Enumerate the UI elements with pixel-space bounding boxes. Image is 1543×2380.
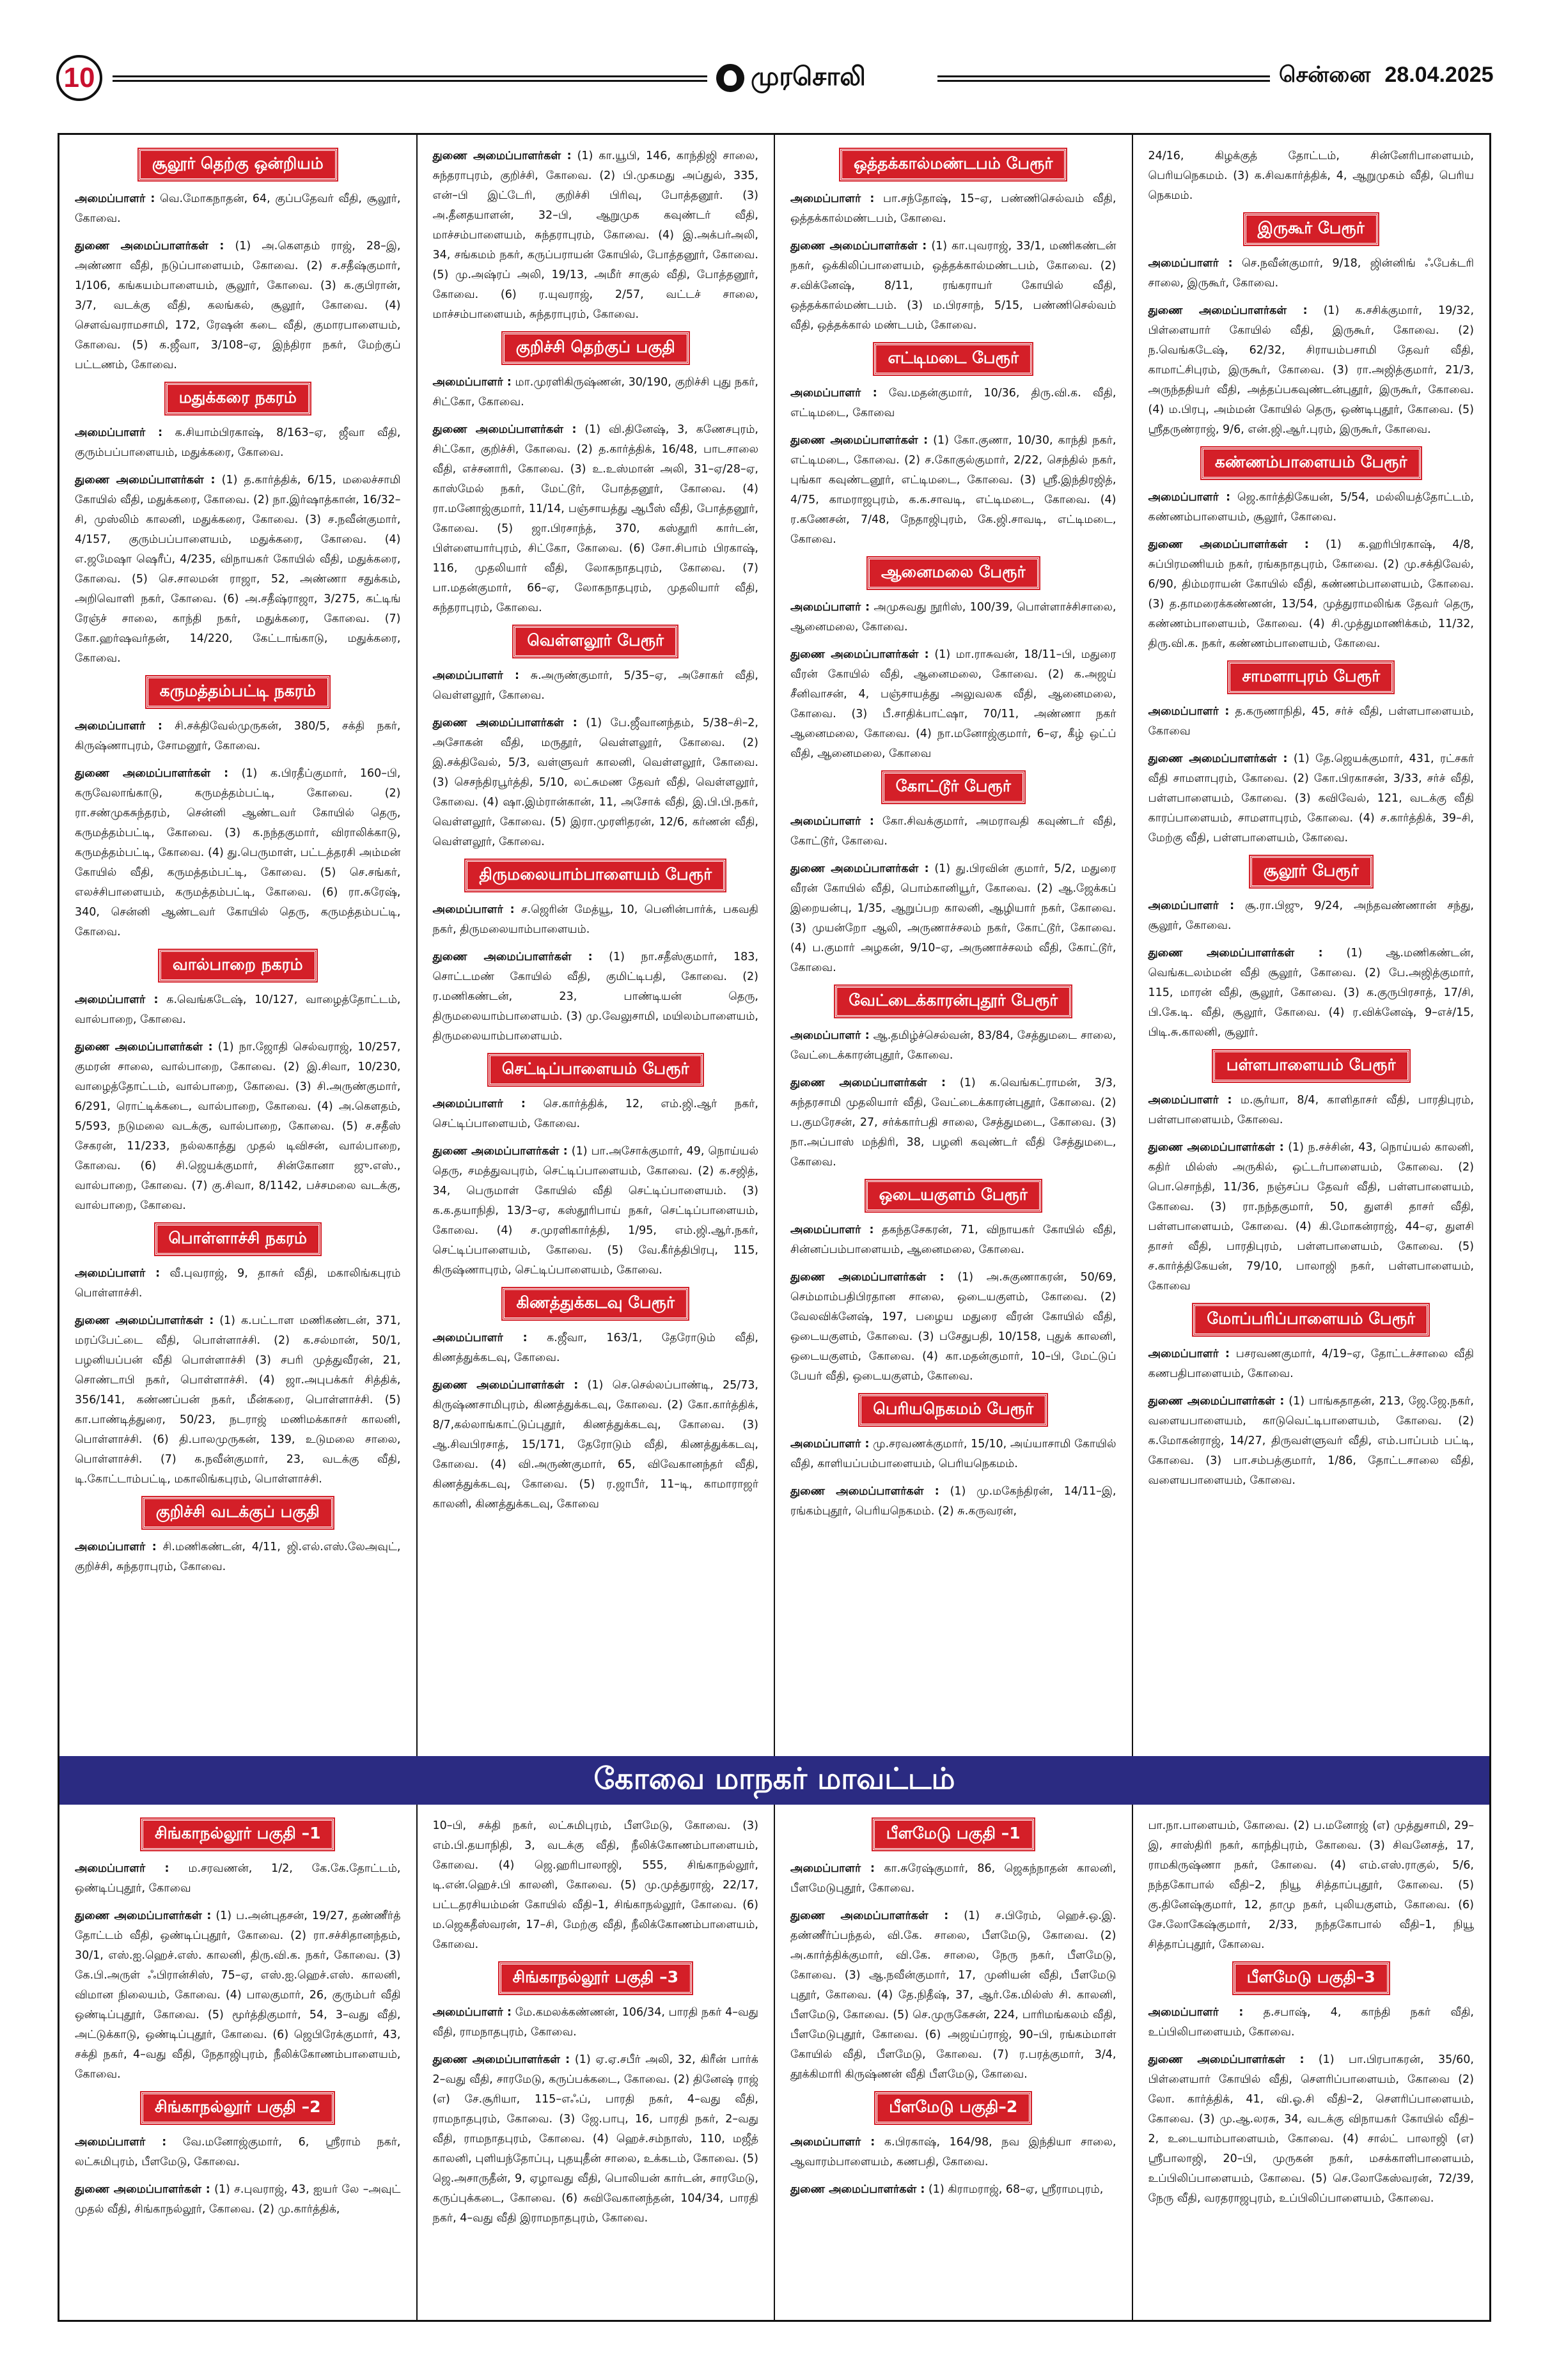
role-label: துணை அமைப்பாளர்கள் :: [432, 951, 593, 963]
role-label: துணை அமைப்பாளர்கள் :: [790, 1485, 939, 1498]
role-label: அமைப்பாளர் :: [75, 720, 162, 733]
co-organizers-entry: [75, 764, 401, 942]
lower-columns: [59, 1805, 1489, 2320]
role-label: துணை அமைப்பாளர்கள் :: [1148, 1141, 1284, 1154]
section-heading: பீளமேடு பகுதி–2: [875, 2092, 1031, 2124]
section-heading: ஒத்தக்கால்மண்டபம் பேரூர்: [840, 149, 1066, 180]
upper-columns: [59, 135, 1489, 1756]
masthead-rule-left: [113, 75, 707, 82]
co-organizers-entry: [1148, 1392, 1475, 1491]
entry-text: செ.கார்த்திக், 12, எம்.ஜி.ஆர் நகர், செட்டிப்பாளையம், கோவை.: [432, 1098, 758, 1130]
role-label: அமைப்பாளர் :: [790, 192, 875, 205]
organizer-entry: [75, 1537, 401, 1577]
entry-text: (1) ஆ.மணிகண்டன், வெங்கடலம்மன் வீதி சூலூர், கோவை. (2) பே.அஜித்குமார், 115, மாரன் வீதி, சூலூர், கோவை. (3) க.குருபிரசாத், 17/சி, பி.கே.டி. வீதி, சூலூர், கோவை. (4) ர.விக்னேஷ், 9–எச்/15, பிடி.சு.காலனி, சூலூர்.: [1148, 947, 1474, 1039]
co-organizers-entry: [790, 1268, 1116, 1387]
co-organizers-entry: [433, 2050, 759, 2228]
organizer-entry: [75, 423, 401, 463]
entry-text: ஜெ.கார்த்திகேயன், 5/54, மல்லியத்தோட்டம், கண்ணம்பாளையம், சூலூர், கோவை.: [1148, 491, 1474, 524]
co-organizers-entry: [790, 645, 1116, 764]
role-label: அமைப்பாளர் :: [75, 1862, 169, 1875]
section-heading: வேட்டைக்காரன்புதூர் பேரூர்: [835, 986, 1071, 1017]
section-heading: சிங்காநல்லூர் பகுதி –2: [141, 2092, 334, 2124]
entry-text: கா.சுரேஷ்குமார், 86, ஜெகந்நாதன் காலனி, பீளமேடுபுதூர், கோவை.: [790, 1862, 1116, 1895]
role-label: அமைப்பாளர் :: [1148, 899, 1235, 912]
role-label: துணை அமைப்பாளர்கள் :: [432, 1145, 568, 1158]
entry-text: (1) பாங்கதாதன், 213, ஜே.ஜே.நகர், வளையபாளையம், காடுவெட்டிபாளையம், கோவை. (2) க.மோகன்ராஜ், 14/27, திருவள்ளுவர் வீதி, எம்.பாப்பம் பட்டி, கோவை. (3) பா.சம்பத்குமார், 1/86, தோட்டசாலை வீதி, வளையபாளையம், கோவை.: [1148, 1395, 1474, 1487]
section-heading: எட்டிமடை பேரூர்: [874, 343, 1032, 375]
role-label: அமைப்பாளர் :: [432, 669, 519, 682]
role-label: அமைப்பாளர் :: [75, 426, 163, 439]
organizer-entry: [75, 2133, 401, 2172]
entry-text: வீ.புவராஜ், 9, தாசுர் வீதி, மகாலிங்கபுரம் பொள்ளாச்சி.: [75, 1267, 401, 1300]
role-label: அமைப்பாளர் :: [432, 376, 512, 389]
role-label: அமைப்பாளர் :: [75, 192, 155, 205]
organizer-entry: [790, 1220, 1116, 1260]
entry-text: (1) ந.சச்சின், 43, நொய்யல் காலனி, கதிர் மில்ஸ் அருகில், ஒட்டர்பாளையம், கோவை. (2) பொ.சொந்தி, 11/36, நஞ்சப்ப தேவர் வீதி, பள்ளபாளையம், கோவை. (3) ரா.நந்தகுமார், 50, துளசி தாசர் வீதி, பள்ளபாளையம், கோவை. (4) கி.மோகன்ராஜ், 44–ஏ, துளசி தாசர் வீதி, பாரதிபுரம், பள்ளபாளையம், கோவை. (5) ச.கார்த்திகேயன், 79/10, பாலாஜி நகர், பள்ளபாளையம், கோவை: [1148, 1141, 1474, 1293]
entry-text: செ.நவீன்குமார், 9/18, ஜின்னிங் ஃபேக்டரி சாலை, இருகூர், கோவை.: [1148, 257, 1474, 290]
organizer-entry: [75, 990, 401, 1030]
organizer-entry: [790, 1026, 1116, 1066]
section-heading: சூலூர் பேரூர்: [1250, 856, 1372, 887]
role-label: அமைப்பாளர் :: [790, 2136, 875, 2149]
role-label: துணை அமைப்பாளர்கள் :: [790, 434, 928, 447]
organizer-entry: [1148, 702, 1475, 742]
organizer-entry: [790, 598, 1116, 637]
co-organizers-entry: [433, 1142, 759, 1280]
role-label: அமைப்பாளர் :: [1148, 491, 1231, 504]
co-organizers-entry: [433, 420, 759, 618]
role-label: துணை அமைப்பாளர்கள் :: [75, 1314, 214, 1327]
role-label: துணை அமைப்பாளர்கள் :: [75, 1909, 212, 1922]
section-heading: திருமலையாம்பாளையம் பேரூர்: [466, 860, 725, 891]
entry-text: (1) ப.அன்புதசன், 19/27, தண்ணீர்த் தோட்டம் வீதி, ஒண்டிப்புதூர், கோவை. (2) ரா.சச்சிதானந்தம், 30/1, எஸ்.ஐ.ஹெச்.எஸ். காலனி, திரு.வி.க. நகர், கோவை. (3) கே.பி.அருள் ஃபிரான்சிஸ், 75–ஏ, எஸ்.ஐ.ஹெச்.எஸ். காலனி, விமான நிலையம், கோவை. (4) பாலகுமார், 26, குரும்பர் வீதி ஒண்டிப்புதூர், கோவை. (5) மூர்த்திகுமார், 54, 3–வது வீதி, அட்டுக்காடு, ஒண்டிப்புதூர், கோவை. (6) ஜெபிரேக்குமார், 43, சக்தி நகர், 4–வது வீதி, நேதாஜிபுரம், நீலிக்கோணம்பாளையம், கோவை.: [75, 1909, 401, 2081]
entry-text: (1) பா.அசோக்குமார், 49, நொய்யல் தெரு, சமத்துவபுரம், செட்டிப்பாளையம், கோவை. (2) க.சஜித், 34, பெருமாள் கோயில் வீதி செட்டிப்பாளையம். (3) க.க.தயாநிதி, 13/3–ஏ, கஸ்தூரிபாய் நகர், செட்டிப்பாளையம், கோவை. (4) ச.முரளிகார்த்தி, 1/95, எம்.ஜி.ஆர்.நகர், செட்டிப்பாளையம், கோவை. (5) வே.கீர்த்திபிரபு, 115, கிருஷ்ணாபுரம், செட்டிப்பாளையம், கோவை.: [432, 1145, 758, 1277]
entry-text: (1) க.வெங்கட்ராமன், 3/3, சுந்தரசாமி முதலியார் வீதி, வேட்டைக்காரன்புதூர், கோவை. (2) ப.குமரேசன், 27, சர்க்கார்பதி சாலை, சேத்துமடை, கோவை. (3) நா.அப்பாஸ் மந்திரி, 38, பழனி கவுண்டர் வீதி சேத்துமடை, கோவை.: [790, 1077, 1116, 1169]
column-6: [418, 1805, 776, 2320]
co-organizers-entry: [1148, 2050, 1475, 2209]
organizer-entry: [1148, 2003, 1475, 2042]
continued-entry: [1148, 146, 1475, 206]
entry-text: (1) கா.யூபி, 146, காந்திஜி சாலை, சுந்தராபுரம், குறிச்சி, கோவை. (2) பி.முகமது அப்துல், 335, என்–பி இட்டேரி, குறிச்சி பிரிவு, போத்தனூர். (3) அ.தீனதயாளன், 32–பி, ஆறுமுக கவுண்டர் வீதி, மாச்சம்பாளையம், சுந்தராபுரம், கோவை. (4) இ.அக்பர்அலி, 34, சங்கமம் நகர், கருப்பராயன் கோயில், போத்தனூர், கோவை. (5) மு.அஷ்ரப் அலி, 19/13, அமீர் சாகுல் வீதி, போத்தனூர், கோவை. (6) ர.யுவராஜ், 2/57, வட்டச் சாலை, மாச்சம்பாளையம், சுந்தராபுரம், கோவை.: [432, 150, 758, 321]
role-label: துணை அமைப்பாளர்கள் :: [432, 1379, 579, 1392]
entry-text: சி.சக்திவேல்முருகன், 380/5, சக்தி நகர், கிருஷ்ணாபுரம், சோமனூர், கோவை.: [75, 720, 401, 752]
entry-text: க.வெங்கடேஷ், 10/127, வாழைத்தோட்டம், வால்பாறை, கோவை.: [75, 993, 401, 1026]
role-label: துணை அமைப்பாளர்கள் :: [1148, 538, 1309, 551]
entry-text: த.சபாஷ், 4, காந்தி நகர் வீதி, உப்பிலிபாளையம், கோவை.: [1148, 2006, 1474, 2039]
column-8: [1133, 1805, 1490, 2320]
organizer-entry: [75, 189, 401, 229]
role-label: துணை அமைப்பாளர்கள் :: [1148, 2053, 1304, 2066]
entry-text: (1) செ.செல்லப்பாண்டி, 25/73, கிருஷ்ணசாமிபுரம், கிணத்துக்கடவு, கோவை. (2) கோ.கார்த்திக், 8/7,கல்லாங்காட்டுப்புதூர், கிணத்துக்கடவு, கோவை. (3) ஆ.சிவபிரசாத், 15/171, தேரோடும் வீதி, கிணத்துக்கடவு, கோவை. (4) வி.அருண்குமார், 65, விவேகானந்தர் வீதி, கிணத்துக்கடவு, கோவை. (5) ர.ஜாபீர், 11–டி, காமாராஜர் காலனி, கிணத்துக்கடவு, கோவை: [432, 1379, 758, 1511]
page-number: 10: [56, 55, 102, 101]
role-label: அமைப்பாளர் :: [432, 903, 515, 916]
role-label: அமைப்பாளர் :: [432, 2006, 512, 2019]
role-label: அமைப்பாளர் :: [1148, 257, 1233, 270]
section-heading: கண்ணம்பாளையம் பேரூர்: [1202, 447, 1421, 479]
entry-text: பா.நா.பாளையம், கோவை. (2) ப.மனோஜ் (எ) முத்துசாமி, 29–இ, சாஸ்திரி நகர், காந்திபுரம், கோவை. (3) சிவனேசத், 17, ராமகிருஷ்ணா நகர், கோவை. (4) எம்.எஸ்.ராகுல், 5/6, நந்தகோபால் வீதி–2, நியூ சித்தாப்புதூர், கோவை. (5) கு.தினேஷ்குமார், 12, தாமு நகர், புலியகுளம், கோவை. (6) சே.லோகேஷ்குமார், 2/33, நந்தகோபால் வீதி–1, நியூ சித்தாப்புதூர், கோவை.: [1148, 1819, 1474, 1951]
role-label: அமைப்பாளர் :: [75, 993, 159, 1006]
organizer-entry: [433, 900, 759, 940]
entry-text: (1) பே.ஜீவானந்தம், 5/38–சி–2, அசோகன் வீதி, மருதூர், வெள்ளலூர், கோவை. (2) இ.சக்திவேல், 5/3, வள்ளுவர் காலனி, வெள்ளலூர், கோவை. (3) செசந்திரபூர்த்தி, 5/10, லட்சுமண தேவர் வீதி, வெள்ளலூர், கோவை. (4) ஷா.இம்ரான்கான், 11, அசோக் வீதி, இ.பி.பி.நகர், வெள்ளலூர், கோவை. (5) இரா.முரளிதரன், 12/6, கர்ணன் வீதி, வெள்ளலூர், கோவை.: [432, 717, 758, 848]
co-organizers-entry: [75, 1038, 401, 1216]
entry-text: (1) ச.புவராஜ், 43, ஐயர் லே –அவுட் முதல் வீதி, சிங்காநல்லூர், கோவை. (2) மு.கார்த்திக்,: [75, 2183, 401, 2216]
entry-text: மே.கமலக்கண்ணன், 106/34, பாரதி நகர் 4–வது வீதி, ராமநாதபுரம், கோவை.: [432, 2006, 758, 2039]
continued-entry: [1148, 1816, 1475, 1955]
entry-text: ம.சரவணன், 1/2, கே.கே.தோட்டம், ஒண்டிப்புதூர், கோவை: [75, 1862, 401, 1895]
organizer-entry: [75, 1859, 401, 1899]
section-heading: கிணத்துக்கடவு பேரூர்: [503, 1288, 688, 1319]
co-organizers-entry: [790, 859, 1116, 978]
co-organizers-entry: [1148, 535, 1475, 654]
role-label: அமைப்பாளர் :: [75, 1267, 161, 1280]
entry-text: (1) நா.ஜோதி செல்வராஜ், 10/257, குமரன் சாலை, வால்பாறை, கோவை. (2) இ.சிவா, 10/230, வாழைத்தோட்டம், வால்பாறை, கோவை. (3) சி.அருண்குமார், 6/291, ரொட்டிக்கடை, வால்பாறை, கோவை. (4) அ.கௌதம், 5/593, நடுமலை வடக்கு, வால்பாறை, கோவை. (5) ச.சதீஸ் சேகரன், 11/233, நல்லகாத்து முதல் டிவிசன், வால்பாறை, கோவை. (6) சி.ஜெயக்குமார், சின்கோனா ஜு.எஸ்., வால்பாறை, கோவை. (7) கு.சிவா, 8/1142, பச்சமலை வடக்கு, வால்பாறை, கோவை.: [75, 1041, 401, 1212]
dateline-date: 28.04.2025: [1384, 63, 1494, 87]
entry-text: (1) ச.பிரேம், ஹெச்.ஒ.இ. தண்ணீர்ப்பந்தல், வி.கே. சாலை, பீளமேடு, கோவை. (2) அ.கார்த்திக்குமார், வி.கே. சாலை, நேரு நகர், பீளமேடு, கோவை. (3) ஆ.நவீன்குமார், 17, முனியன் வீதி, பீளமேடு புதூர், கோவை. (4) தே.நிதீஷ், 37, ஆர்.கே.மில்ஸ் சி. காலனி, பீளமேடு, கோவை. (5) செ.முருகேசன், 224, பாரிமங்கலம் வீதி, பீளமேடுபுதூர், கோவை. (6) அஜய்ப்ராஜ், 90–பி, ரங்கம்மாள் கோயில் வீதி, பீளமேடு, கோவை. (7) ர.பரத்குமார், 3/4, தூக்கிமாரி கிருஷ்ணன் வீதி பீளமேடு, கோவை.: [790, 1909, 1116, 2081]
role-label: துணை அமைப்பாளர்கள் :: [790, 1271, 944, 1284]
entry-text: (1) க.பிரதீப்குமார், 160–பி, கருவேலாங்காடு, கருமத்தம்பட்டி, கோவை. (2) ரா.சண்முகசுந்தரம், சென்னி ஆண்டவர் கோயில் தெரு, கருமத்தம்பட்டி, கோவை. (3) க.நந்தகுமார், விராலிக்காடு, கருமத்தம்பட்டி, கோவை. (4) து.பெருமாள், பட்டத்தரசி அம்மன் கோயில் வீதி, கருமத்தம்பட்டி, கோவை. (5) செ.சங்கர், எலச்சிபாளையம், கருமத்தம்பட்டி, கோவை. (6) ரா.சுரேஷ், 340, சென்னி ஆண்டவர் கோயில் தெரு, கருமத்தம்பட்டி, கோவை.: [75, 767, 401, 938]
organizer-entry: [75, 717, 401, 756]
co-organizers-entry: [790, 431, 1116, 550]
column-1: [59, 135, 418, 1756]
entry-text: (1) து.பிரவின் குமார், 5/2, மதுரை வீரன் கோயில் வீதி, பொம்கானியூர், கோவை. (2) ஆ.ஜேக்கப் இறையன்பு, 1/35, ஆறுப்பற காலனி, ஆழியார் நகர், கோவை. (3) முயன்றோ ஆலி, அருணாச்சலம் நகர், கோட்டூர், கோவை. (4) ப.குமார் அழகன், 9/10–ஏ, அருணாச்சலம் வீதி, கோட்டூர், கோவை.: [790, 862, 1116, 974]
entry-text: தகந்தசேகரன், 71, விநாயகர் கோயில் வீதி, சின்னப்பம்பாளையம், ஆனைமலை, கோவை.: [790, 1224, 1116, 1256]
section-heading: குறிச்சி தெற்குப் பகுதி: [503, 332, 689, 364]
organizer-entry: [790, 812, 1116, 852]
entry-text: (1) தே.ஜெயக்குமார், 431, ரட்சகர் வீதி சாமளாபுரம், கோவை. (2) கோ.பிரகாசன், 3/33, சர்ச் வீதி, பள்ளபாளையம், கோவை. (3) கவிவேல், 121, வடக்கு வீதி காரப்பாளையம், சாமளாபுரம், கோவை. (4) ச.கார்த்திக், 39–சி, மேற்கு வீதி, பள்ளபாளையம், கோவை.: [1148, 752, 1474, 844]
role-label: துணை அமைப்பாளர்கள் :: [75, 474, 215, 486]
organizer-entry: [790, 2133, 1116, 2172]
entry-text: (1) நா.சதீஸ்குமார், 183, சொட்டமண் கோயில் வீதி, குமிட்டிபதி, கோவை. (2) ர.மணிகண்டன், 23, பாண்டியன் தெரு, திருமலையாம்பாளையம். (3) மு.வேலுசாமி, மயிலம்பாளையம், திருமலையாம்பாளையம்.: [432, 951, 758, 1043]
entry-text: (1) கா.புவராஜ், 33/1, மணிகண்டன் நகர், ஒக்கிலிப்பாளையம், ஒத்தக்கால்மண்டபம், கோவை. (2) ச.விக்னேஷ், 8/11, ரங்கராயர் கோயில் வீதி, ஒத்தக்கால்மண்டபம். (3) ம.பிரசாந், 5/15, பண்ணிசெல்வம் வீதி, ஒத்தக்கால் மண்டபம், கோவை.: [790, 240, 1116, 332]
co-organizers-entry: [433, 713, 759, 852]
role-label: அமைப்பாளர் :: [790, 815, 874, 828]
role-label: அமைப்பாளர் :: [432, 1098, 526, 1110]
role-label: துணை அமைப்பாளர்கள் :: [75, 240, 224, 253]
role-label: அமைப்பாளர் :: [1148, 705, 1230, 718]
entry-text: அமுசுவது நூரிஸ், 100/39, பொள்ளாச்சிசாலை, ஆனைமலை, கோவை.: [790, 601, 1116, 634]
continued-entry: [433, 1816, 759, 1955]
role-label: துணை அமைப்பாளர்கள் :: [75, 767, 229, 780]
role-label: துணை அமைப்பாளர்கள் :: [790, 2183, 925, 2196]
role-label: அமைப்பாளர் :: [1148, 1348, 1230, 1360]
section-heading: பீளமேடு பகுதி –1: [873, 1819, 1034, 1850]
entry-text: சு.அருண்குமார், 5/35–ஏ, அசோகர் வீதி, வெள்ளலூர், கோவை.: [432, 669, 758, 702]
entry-text: க.ஜீவா, 163/1, தேரோடும் வீதி, கிணத்துக்கடவு, கோவை.: [432, 1332, 758, 1364]
section-heading: குறிச்சி வடக்குப் பகுதி: [143, 1497, 333, 1528]
role-label: அமைப்பாளர் :: [790, 601, 870, 614]
organizer-entry: [75, 1264, 401, 1303]
section-heading: சாமளாபுரம் பேரூர்: [1228, 662, 1393, 693]
entry-text: 24/16, கிழக்குத் தோட்டம், சின்னேரிபாளையம், பெரியநெகமம். (3) க.சிவகார்த்திக், 4, ஆறுமுகம் வீதி, பெரிய நெகமம்.: [1148, 150, 1474, 202]
section-heading: பொள்ளாச்சி நகரம்: [155, 1224, 321, 1255]
section-heading: பீளமேடு பகுதி–3: [1234, 1963, 1389, 1994]
section-heading: சிங்காநல்லூர் பகுதி –3: [499, 1963, 692, 1994]
role-label: அமைப்பாளர் :: [1148, 2006, 1244, 2019]
organizer-entry: [433, 1328, 759, 1368]
role-label: துணை அமைப்பாளர்கள் :: [1148, 947, 1323, 960]
entry-text: பசரவணகுமார், 4/19–ஏ, தோட்டச்சாலை வீதி கணபதிபாளையம், கோவை.: [1148, 1348, 1474, 1380]
organizer-entry: [433, 1094, 759, 1134]
dateline-city: சென்னை: [1279, 63, 1371, 87]
co-organizers-entry: [790, 1073, 1116, 1172]
entry-text: (1) கிராமராஜ், 68–ஏ, ஸ்ரீராமபுரம்,: [928, 2183, 1104, 2196]
section-heading: வெள்ளலூர் பேரூர்: [513, 626, 677, 657]
role-label: துணை அமைப்பாளர்கள் :: [1148, 1395, 1285, 1408]
organizer-entry: [433, 2003, 759, 2042]
section-heading: செட்டிப்பாளையம் பேரூர்: [489, 1054, 703, 1085]
column-7: [775, 1805, 1133, 2320]
entry-text: ச.ஜெரின் மேத்யூ, 10, பெனின்பார்க், பகவதி நகர், திருமலையாம்பாளையம்.: [432, 903, 758, 936]
newspaper-logo: [716, 60, 866, 96]
column-4: [1133, 135, 1490, 1756]
column-5: [59, 1805, 418, 2320]
entry-text: (1) பா.பிரபாகரன், 35/60, பிள்ளையார் கோயில் வீதி, சௌரிப்பாளையம், கோவை (2) லோ. கார்த்திக், 41, வி.ஓ.சி வீதி–2, சௌரிப்பாளையம், கோவை. (3) மு.ஆ.லரசு, 34, வடக்கு விநாயகர் கோயில் வீதி–2, உடையாம்பாளையம், கோவை. (4) சால்ட் பாலாஜி (எ) ஸ்ரீபாலாஜி, 20–பி, முருகன் நகர், மசக்காளிபாளையம், உப்பிலிப்பாளையம், கோவை. (5) செ.லோகேஸ்வரன், 72/39, நேரு வீதி, வரதராஜபுரம், உப்பிலிப்பாளையம், கோவை.: [1148, 2053, 1474, 2205]
role-label: துணை அமைப்பாளர்கள் :: [432, 150, 572, 162]
entry-text: மு.சரவணக்குமார், 15/10, அய்யாசாமி கோயில் வீதி, காளியப்பம்பாளையம், பெரியநெகமம்.: [790, 1438, 1116, 1470]
entry-text: சி.மணிகண்டன், 4/11, ஜி.எல்.எஸ்.லேஅவுட், குறிச்சி, சுந்தராபுரம், கோவை.: [75, 1541, 401, 1573]
role-label: துணை அமைப்பாளர்கள் :: [432, 2053, 570, 2066]
co-organizers-entry: [433, 146, 759, 325]
entry-text: (1) கோ.குணா, 10/30, காந்தி நகர், எட்டிமடை, கோவை. (2) ச.கோகுல்குமார், 2/22, செந்தில் நகர், புங்கா கவுண்டனூர், எட்டிமடை, கோவை. (3) ஸ்ரீ.இந்திரஜித், 4/75, காமராஜபுரம், க.க.சாவடி, எட்டிமடை, கோவை. (4) ர.கணேசன், 7/48, நேதாஜிபுரம், கே.ஜி.சாவடி, எட்டிமடை, கோவை.: [790, 434, 1116, 546]
co-organizers-entry: [790, 1906, 1116, 2085]
section-heading: பள்ளபாளையம் பேரூர்: [1213, 1050, 1409, 1082]
entry-text: ஆ.தமிழ்ச்செல்வன், 83/84, சேத்துமடை சாலை, வேட்டைக்காரன்புதூர், கோவை.: [790, 1029, 1116, 1062]
co-organizers-entry: [790, 237, 1116, 336]
organizer-entry: [790, 189, 1116, 229]
role-label: அமைப்பாளர் :: [1148, 1094, 1232, 1107]
role-label: அமைப்பாளர் :: [790, 1029, 870, 1042]
co-organizers-entry: [1148, 301, 1475, 440]
entry-text: கோ.சிவக்குமார், அமராவதி கவுண்டர் வீதி, கோட்டூர், கோவை.: [790, 815, 1116, 848]
entry-text: 10–பி, சக்தி நகர், லட்சுமிபுரம், பீளமேடு, கோவை. (3) எம்.பி.தயாநிதி, 3, வடக்கு வீதி, நீலிக்கோணம்பாளையம், கோவை. (4) ஜெ.ஹரிபாலாஜி, 555, சிங்காநல்லூர், டி.என்.ஹெச்.பி காலனி, கோவை. (5) மு.முத்துராஜ், 22/17, பட்டதரசியம்மன் கோயில் வீதி–1, சிங்காநல்லூர், கோவை. (6) ம.ஜெகதீஸ்வரன், 17–சி, மேற்கு வீதி, நீலிக்கோணம்பாளையம், கோவை.: [432, 1819, 758, 1951]
organizer-entry: [790, 1859, 1116, 1899]
role-label: துணை அமைப்பாளர்கள் :: [432, 717, 577, 729]
entry-text: வே.மதன்குமார், 10/36, திரு.வி.க. வீதி, எட்டிமடை, கோவை: [790, 387, 1116, 419]
role-label: அமைப்பாளர் :: [790, 1224, 874, 1236]
section-heading: மோப்பரிப்பாளையம் பேரூர்: [1193, 1304, 1429, 1335]
role-label: துணை அமைப்பாளர்கள் :: [1148, 304, 1308, 317]
co-organizers-entry: [75, 2180, 401, 2220]
column-2: [418, 135, 776, 1756]
role-label: அமைப்பாளர் :: [790, 387, 877, 400]
organizer-entry: [1148, 488, 1475, 527]
entry-text: (1) க.சசிக்குமார், 19/32, பிள்ளையார் கோயில் வீதி, இருகூர், கோவை. (2) ந.வெங்கடேஷ், 62/32, சிராயம்பசாமி தேவர் வீதி, காமாட்சிபுரம், இருகூர், கோவை. (3) ரா.அஜித்குமார், 21/3, அருந்ததியர் வீதி, அத்தப்பகவுண்டன்புதூர், இருகூர், கோவை. (4) ம.பிரபு, அம்மன் கோயில் தெரு, ஒண்டிபுதூர், கோவை. (5) ஸ்ரீதருண்ராஜ், 9/6, என்.ஜி.ஆர்.புரம், இருகூர், கோவை.: [1148, 304, 1475, 436]
dateline: [1279, 63, 1494, 90]
section-heading: வால்பாறை நகரம்: [159, 950, 317, 981]
co-organizers-entry: [790, 1482, 1116, 1521]
entry-text: (1) த.கார்த்திக், 6/15, மலைச்சாமி கோயில் வீதி, மதுக்கரை, கோவை. (2) நா.இர்ஷாத்கான், 16/32–சி, முஸ்லிம் காலனி, மதுக்கரை, கோவை. (3) ச.நவீன்குமார், 4/157, குரும்பப்பாளையம், மதுக்கரை, கோவை. (4) எ.ஜமேஷா ஷெரீப், 4/235, விநாயகர் கோயில் வீதி, மதுக்கரை, கோவை. (5) செ.சாலமன் ராஜா, 52, அண்ணா சதுக்கம், அறிவொளி நகர், கோவை. (6) அ.சதீஷ்ராஜா, 3/275, கட்டிங் ரேஞ்ச் சாலை, காந்தி நகர், மதுக்கரை, கோவை. (7) கோ.ஹர்ஷவர்தன், 14/220, கேட்டாங்காடு, மதுக்கரை, கோவை.: [75, 474, 401, 665]
entry-text: (1) வி.தினேஷ், 3, கணேசபுரம், சிட்கோ, குறிச்சி, கோவை. (2) த.கார்த்திக், 16/48, பாடசாலை வீதி, எச்சனாரி, கோவை. (3) உ.உஸ்மான் அலி, 31–ஏ/28–ஏ, காஸ்மேல் நகர், மேட்டூர், போத்தனூர், கோவை. (4) ரா.மனோஜ்குமார், 11/14, பஞ்சாயத்து ஆபீஸ் வீதி, போத்தனூர், கோவை. (5) ஜா.பிரசாந்த், 370, கஸ்தூரி கார்டன், பிள்ளையார்புரம், சிட்கோ, கோவை. (6) சோ.சிபாம் பிரகாஷ், 116, முதலியார் வீதி, லோகநாதபுரம், கோவை. (7) பா.மதன்குமார், 66–ஏ, லோகநாதபுரம், முதலியார் வீதி, சுந்தராபுரம், கோவை.: [432, 423, 758, 614]
co-organizers-entry: [1148, 944, 1475, 1043]
role-label: அமைப்பாளர் :: [432, 1332, 528, 1344]
co-organizers-entry: [75, 1311, 401, 1489]
co-organizers-entry: [1148, 1138, 1475, 1296]
entry-text: சூ.ரா.பிஜு, 9/24, அந்தவண்ணான் சந்து, சூலூர், கோவை.: [1148, 899, 1474, 932]
organizer-entry: [1148, 896, 1475, 936]
entry-text: த.கருணாநிதி, 45, சர்ச் வீதி, பள்ளபாளையம், கோவை: [1148, 705, 1474, 738]
organizer-entry: [790, 1435, 1116, 1474]
entry-text: வே.மனோஜ்குமார், 6, ஸ்ரீராம் நகர், லட்சுமிபுரம், பீளமேடு, கோவை.: [75, 2136, 401, 2168]
entry-text: வெ.மோகநாதன், 64, குப்பதேவர் வீதி, சூலூர், கோவை.: [75, 192, 401, 225]
organizer-entry: [1148, 254, 1475, 293]
section-heading: கோட்டூர் பேரூர்: [882, 772, 1024, 803]
co-organizers-entry: [433, 1376, 759, 1514]
entry-text: மா.முரளிகிருஷ்ணன், 30/190, குறிச்சி புது நகர், சிட்கோ, கோவை.: [432, 376, 758, 408]
entry-text: (1) மா.ராசுவன், 18/11–பி, மதுரை வீரன் கோயில் வீதி, ஆனைமலை, கோவை. (2) க.அஜய் சீனிவாசன், 4, பஞ்சாயத்து அலுவலக வீதி, ஆனைமலை, கோவை. (3) பீ.சாதிக்பாட்ஷா, 70/11, அண்ணா நகர் ஆனைமலை, கோவை. (4) நா.மனோஜ்குமார், 6–ஏ, கீழ் ஒட்ப் வீதி, ஆனைமலை, கோவை: [790, 648, 1116, 760]
organizer-entry: [1148, 1091, 1475, 1130]
section-heading: ஒடையகுளம் பேரூர்: [866, 1180, 1041, 1211]
role-label: துணை அமைப்பாளர்கள் :: [790, 1909, 949, 1922]
section-heading: இருகூர் பேரூர்: [1244, 214, 1378, 245]
district-banner: கோவை மாநகர் மாவட்டம்: [59, 1756, 1489, 1805]
co-organizers-entry: [75, 471, 401, 669]
role-label: அமைப்பாளர் :: [790, 1862, 875, 1875]
section-heading: பெரியநெகமம் பேரூர்: [859, 1394, 1047, 1426]
role-label: அமைப்பாளர் :: [75, 2136, 167, 2149]
masthead-rule-right: [937, 75, 1270, 82]
organizer-entry: [433, 666, 759, 706]
role-label: துணை அமைப்பாளர்கள் :: [75, 1041, 213, 1054]
logo-icon: [716, 64, 744, 92]
article-frame: [58, 133, 1491, 2322]
newspaper-name: முரசொலி: [751, 62, 866, 91]
entry-text: ம.சூர்யா, 8/4, காளிதாசர் வீதி, பாரதிபுரம், பள்ளபாளையம், கோவை.: [1148, 1094, 1474, 1126]
section-heading: சிங்காநல்லூர் பகுதி –1: [141, 1819, 334, 1850]
co-organizers-entry: [433, 947, 759, 1046]
entry-text: பா.சந்தோஷ், 15–ஏ, பண்ணிசெல்வம் வீதி, ஒத்தக்கால்மண்டபம், கோவை.: [790, 192, 1116, 225]
column-3: [775, 135, 1133, 1756]
section-heading: கருமத்தம்பட்டி நகரம்: [146, 676, 329, 708]
role-label: துணை அமைப்பாளர்கள் :: [790, 862, 929, 875]
entry-text: (1) க.ஹரிபிரகாஷ், 4/8, சுப்பிரமணியம் நகர், ரங்கநாதபுரம், கோவை. (2) மு.சக்திவேல், 6/90, திம்மராயன் கோயில் வீதி, கண்ணம்பாளையம், கோவை. (3) த.தாமரைக்கண்ணன், 13/54, முத்துராமலிங்க தேவர் தெரு, கண்ணம்பாளையம், கோவை. (4) சி.முத்துமாணிக்கம், 11/32, திரு.வி.க. நகர், கண்ணம்பாளையம், கோவை.: [1148, 538, 1474, 650]
role-label: துணை அமைப்பாளர்கள் :: [790, 648, 929, 661]
masthead: [51, 51, 1496, 109]
entry-text: (1) அ.கௌதம் ராஜ், 28–இ, அண்ணா வீதி, நடுப்பாளையம், கோவை. (2) ச.சதீஷ்குமார், 1/106, கங்கயம்பாளையம், சூலூர், கோவை. (3) க.குபிரான், 3/7, வடக்கு வீதி, கலங்கல், சூலூர், கோவை. (4) சௌவ்வராமசாமி, 172, ரேஷன் கடை வீதி, குமாரபாளையம், கோவை. (5) க.ஜீவா, 3/108–ஏ, இந்திரா நகர், மேற்குப் பட்டணம், கோவை.: [75, 240, 401, 371]
co-organizers-entry: [790, 2180, 1116, 2200]
role-label: துணை அமைப்பாளர்கள் :: [790, 1077, 946, 1089]
entry-text: (1) ஏ.ஏ.சபீர் அலி, 32, கிரீன் பார்க் 2–வது வீதி, சாரமேடு, கருப்பக்கடை, கோவை. (2) தினேஷ் ராஜ் (எ) சே.சூரியா, 115–எஃப், பாரதி நகர், 4–வது வீதி, ராமநாதபுரம், கோவை. (3) ஜே.பாபு, 16, பாரதி நகர், 2–வது வீதி, ராமநாதபுரம், கோவை. (4) ஹெச்.சம்நாஸ், 110, மஜீத் காலனி, புளியந்தோப்பு, புதயுதீன் சாலை, உக்கடம், கோவை. (5) ஜெ.அசாருதீன், 9, ஏழாவது வீதி, பொலியன் கார்டன், சாரமேடு, கருப்புக்கடை, கோவை. (6) சுவிவேகானந்தன், 104/34, பாரதி நகர், 4–வது வீதி இராமநாதபுரம், கோவை.: [432, 2053, 758, 2225]
section-heading: ஆனைமலை பேரூர்: [868, 557, 1039, 589]
section-heading: சூலூர் தெற்கு ஒன்றியம்: [139, 149, 337, 180]
co-organizers-entry: [75, 1906, 401, 2085]
role-label: அமைப்பாளர் :: [790, 1438, 870, 1451]
organizer-entry: [1148, 1344, 1475, 1384]
organizer-entry: [790, 384, 1116, 423]
role-label: துணை அமைப்பாளர்கள் :: [432, 423, 577, 436]
role-label: துணை அமைப்பாளர்கள் :: [75, 2183, 210, 2196]
co-organizers-entry: [75, 237, 401, 375]
entry-text: க.பிரகாஷ், 164/98, நவ இந்தியா சாலை, ஆவாரம்பாளையம், கணபதி, கோவை.: [790, 2136, 1116, 2168]
entry-text: (1) மு.மகேந்திரன், 14/11–இ, ரங்கம்புதூர், பெரியநெகமம். (2) சு.கருவரன்,: [790, 1485, 1116, 1518]
entry-text: (1) க.பட்டாள மணிகண்டன், 371, மரப்பேட்டை வீதி, பொள்ளாச்சி. (2) க.சல்மான், 50/1, பழனியப்பன் வீதி பொள்ளாச்சி (3) சபரி முத்துவீரன், 21, சொண்டாபி நகர், பொள்ளாச்சி. (4) ஜா.அபுபக்கர் சித்திக், 356/141, கண்ணப்பன் நகர், மீன்கரை, பொள்ளாச்சி. (5) கா.பாண்டித்துரை, 50/23, நடராஜ் மணிமக்காசர் காலனி, பொள்ளாச்சி. (6) தி.பாலமுருகன், 139, உடுமலை சாலை, பொள்ளாச்சி. (7) க.நவீன்குமார், 23, வடக்கு வீதி, டி.கோட்டாம்பட்டி, மகாலிங்கபுரம், பொள்ளாச்சி.: [75, 1314, 401, 1486]
section-heading: மதுக்கரை நகரம்: [166, 383, 310, 414]
entry-text: (1) அ.சுகுணாகரன், 50/69, செம்மாம்பதிபிரதான சாலை, ஒடையகுளம், கோவை. (2) வேலவிக்னேஷ், 197, பழைய மதுரை வீரன் கோயில் வீதி, ஒடையகுளம், கோவை. (3) பசேதுபதி, 10/158, புதுக் காலனி, ஒடையகுளம், கோவை. (4) கா.மதன்குமார், 10–பி, மேட்டுப் பேயர் வீதி, ஒடையகுளம், கோவை.: [790, 1271, 1116, 1383]
co-organizers-entry: [1148, 749, 1475, 848]
role-label: துணை அமைப்பாளர்கள் :: [1148, 752, 1288, 765]
organizer-entry: [433, 373, 759, 412]
role-label: துணை அமைப்பாளர்கள் :: [790, 240, 927, 253]
entry-text: க.சியாம்பிரகாஷ், 8/163–ஏ, ஜீவா வீதி, குரும்பப்பாளையம், மதுக்கரை, கோவை.: [75, 426, 401, 459]
role-label: அமைப்பாளர் :: [75, 1541, 157, 1553]
